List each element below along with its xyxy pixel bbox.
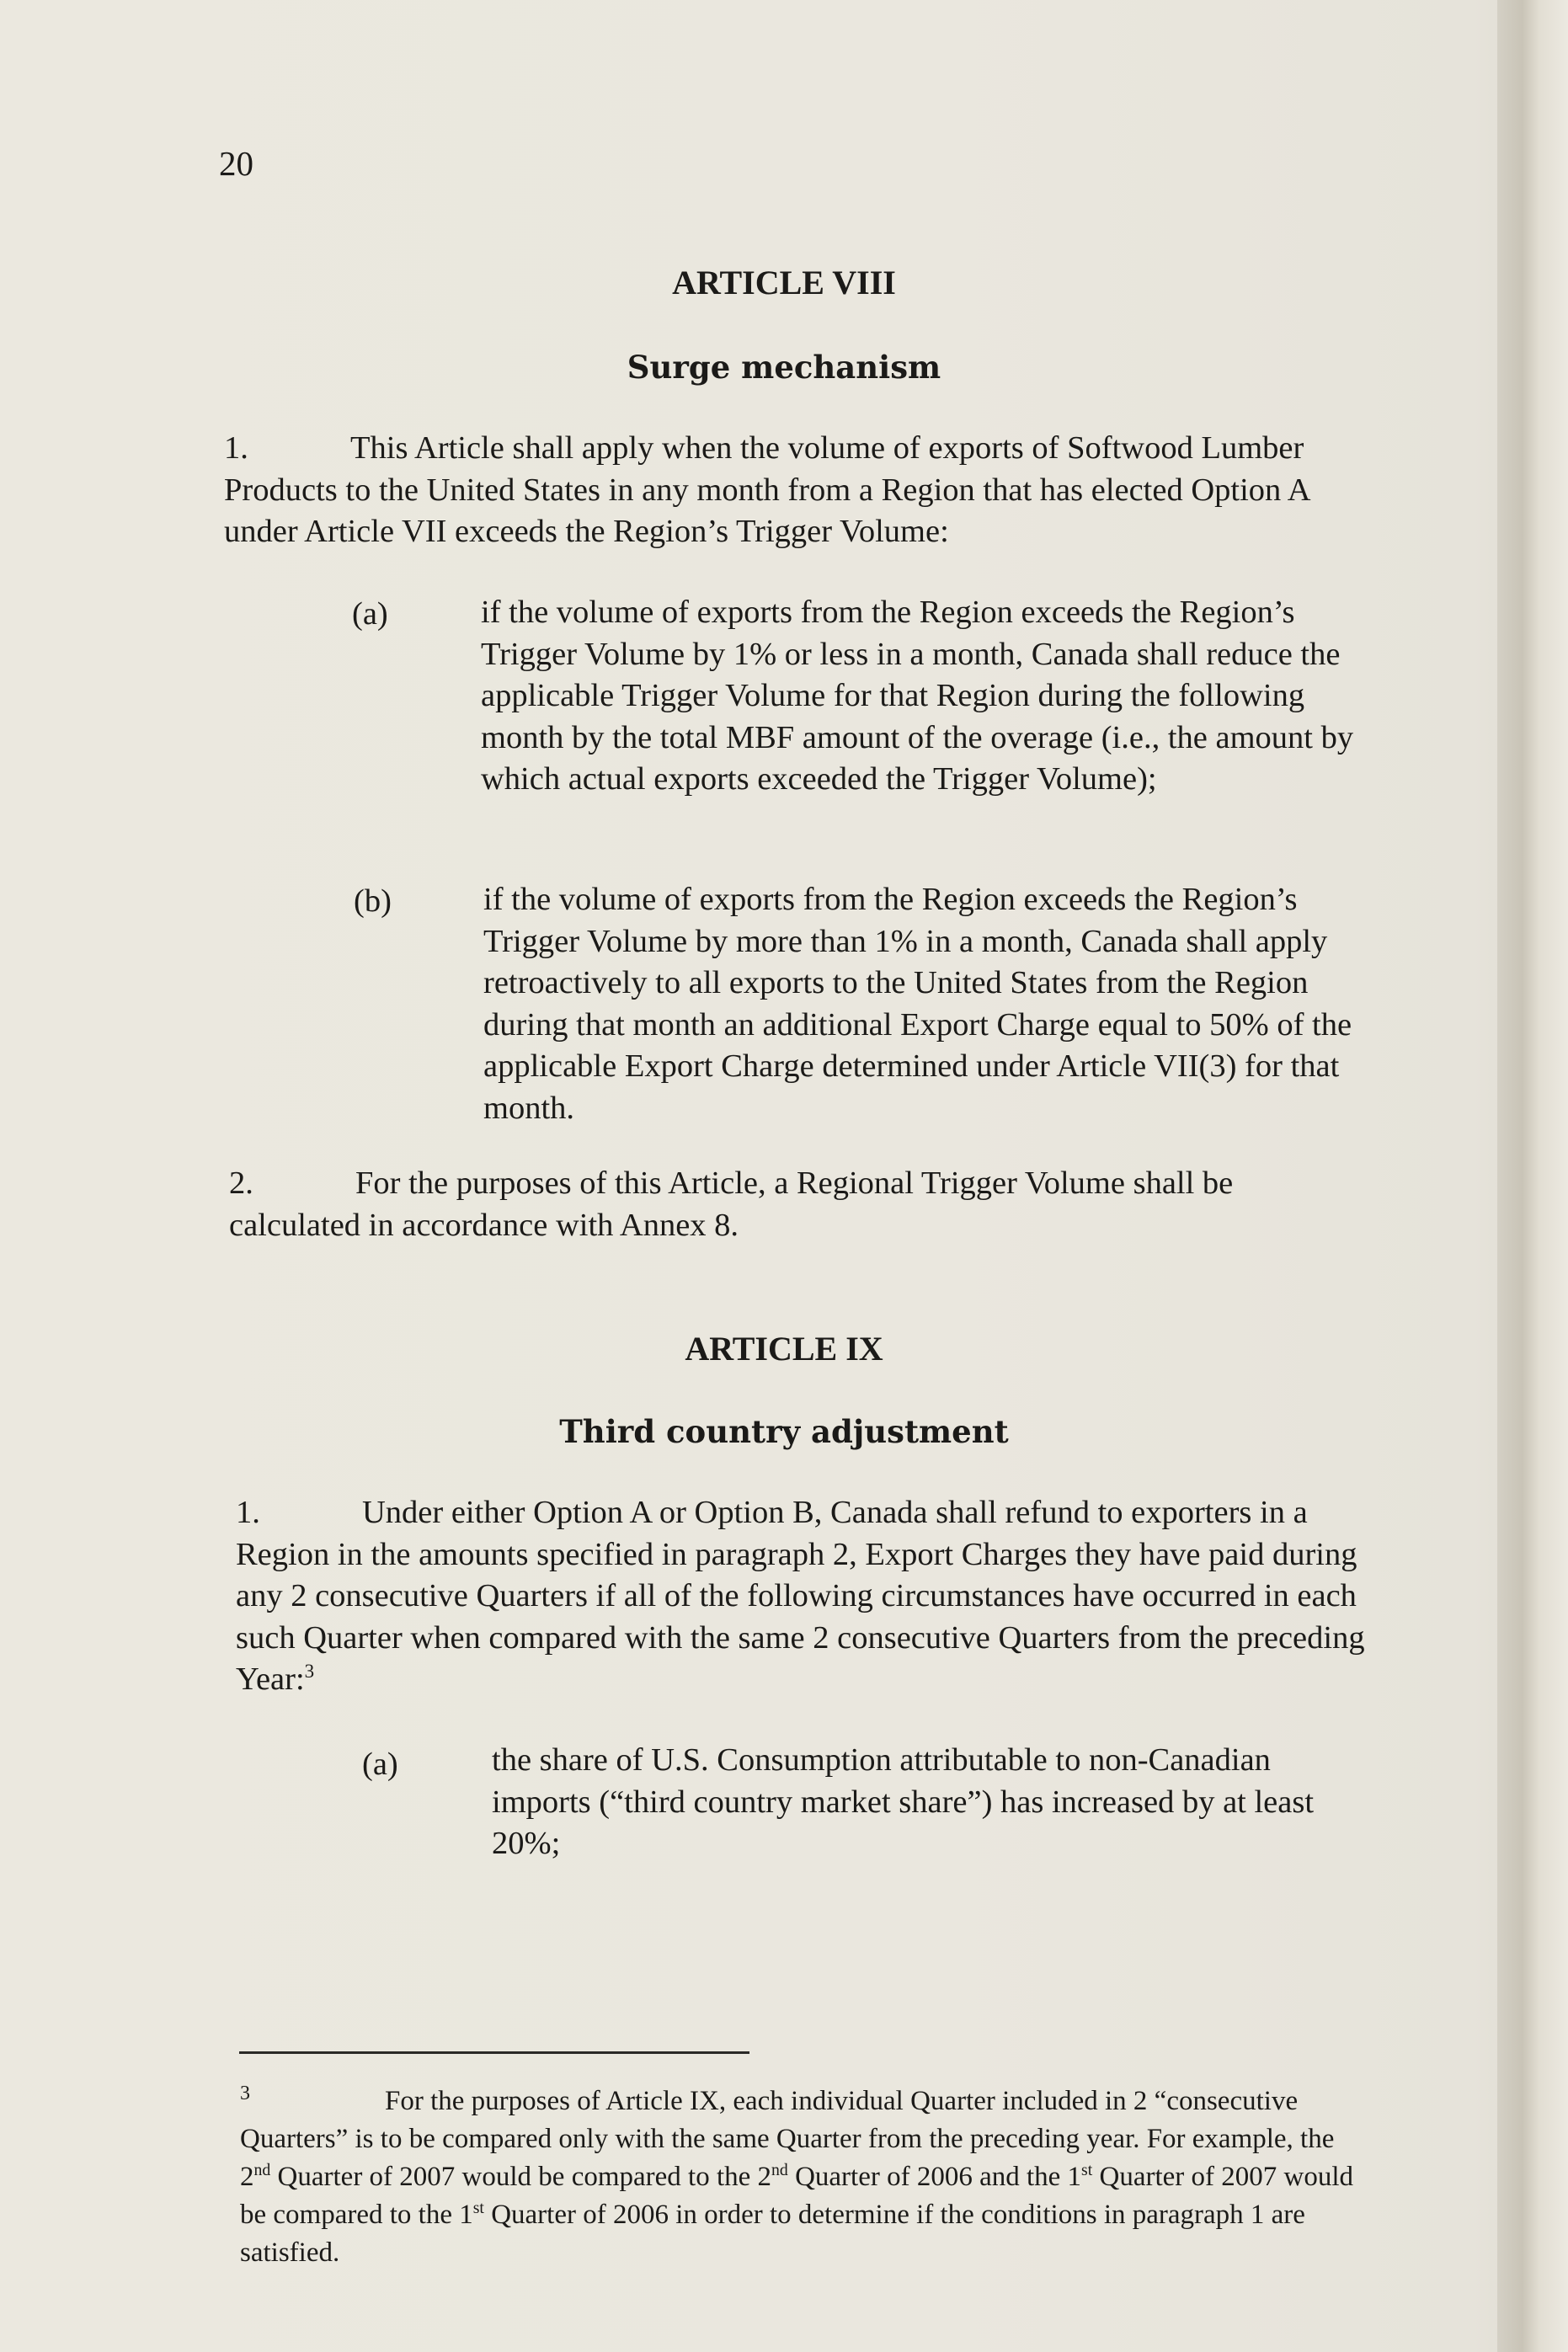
paragraph-text: This Article shall apply when the volume of exports of Softwood Lumber Products to the United States in any month from a Region that has elected Option A under Article VII exceeds the Region’s Trigger Volume: bbox=[224, 430, 1309, 549]
footnote-mark: 3 bbox=[240, 2083, 250, 2104]
footnote bbox=[240, 2075, 1360, 2272]
footnote-text: Quarter of 2006 and the 1 bbox=[787, 2162, 1082, 2192]
footnote-ordinal: st bbox=[1081, 2161, 1093, 2179]
footnote-separator bbox=[239, 2051, 749, 2054]
article-8-heading: ARTICLE VIII bbox=[672, 264, 896, 301]
page-number: 20 bbox=[219, 144, 253, 183]
article-9-item-a-label: (a) bbox=[362, 1747, 398, 1782]
footnote-text: Quarter of 2007 would be compared to the 2 bbox=[270, 2162, 772, 2192]
paragraph-number: 2. bbox=[229, 1165, 253, 1201]
footnote-text: Quarter of 2006 in order to determine if the conditions in paragraph 1 are satisfied. bbox=[240, 2200, 1305, 2268]
article-8-item-b-text: if the volume of exports from the Region exceeds the Region’s Trigger Volume by more than 1% in a month, Canada shall apply retroactively to all exports to the United States from the Region during that month an additional Export Charge equal to 50% of the applicable Export Charge determined under Article VII(3) for that month. bbox=[483, 882, 1352, 1126]
paragraph-text: Under either Option A or Option B, Canada shall refund to exporters in a Region in the amounts specified in paragraph 2, Export Charges they have paid during any 2 consecutive Quarters if all of the following circumstances have occurred in each such Quarter when compared with the same 2 consecutive Quarters from the preceding Year: bbox=[236, 1495, 1365, 1697]
article-9-paragraph-1 bbox=[236, 1492, 1394, 1701]
paragraph-text: For the purposes of this Article, a Regional Trigger Volume shall be calculated in accordance with Annex 8. bbox=[229, 1165, 1234, 1243]
article-9-heading: ARTICLE IX bbox=[685, 1330, 883, 1368]
footnote-reference[interactable]: 3 bbox=[304, 1660, 315, 1683]
article-8-title: Surge mechanism bbox=[627, 349, 941, 386]
paragraph-number: 1. bbox=[236, 1495, 260, 1530]
paragraph-number: 1. bbox=[224, 430, 248, 466]
article-8-item-a-label: (a) bbox=[352, 596, 388, 632]
footnote-ordinal: st bbox=[472, 2199, 484, 2217]
article-9-item-a-text: the share of U.S. Consumption attributable to non-Canadian imports (“third country market share”) has increased by at least 20%; bbox=[492, 1742, 1315, 1861]
footnote-ordinal: nd bbox=[253, 2161, 271, 2179]
footnote-text: Quarter of 2007 would be compared to the 1 bbox=[240, 2162, 1354, 2230]
article-8-item-a-text: if the volume of exports from the Region exceeds the Region’s Trigger Volume by 1% or less in a month, Canada shall reduce the applicable Trigger Volume for that Region during the following month by the total MBF amount of the overage (i.e., the amount by which actual exports exceeded the Trigger Volume); bbox=[481, 595, 1354, 797]
footnote-text: For the purposes of Article IX, each individual Quarter included in 2 “consecutive Quarters” is to be compared only with the same Quarter from the preceding year. For example, the 2 bbox=[240, 2086, 1335, 2192]
footnote-ordinal: nd bbox=[771, 2161, 788, 2179]
article-9-title: Third country adjustment bbox=[559, 1413, 1009, 1450]
article-8-paragraph-2 bbox=[229, 1163, 1324, 1246]
article-8-item-b-label: (b) bbox=[354, 883, 392, 919]
article-8-paragraph-1 bbox=[224, 428, 1310, 553]
